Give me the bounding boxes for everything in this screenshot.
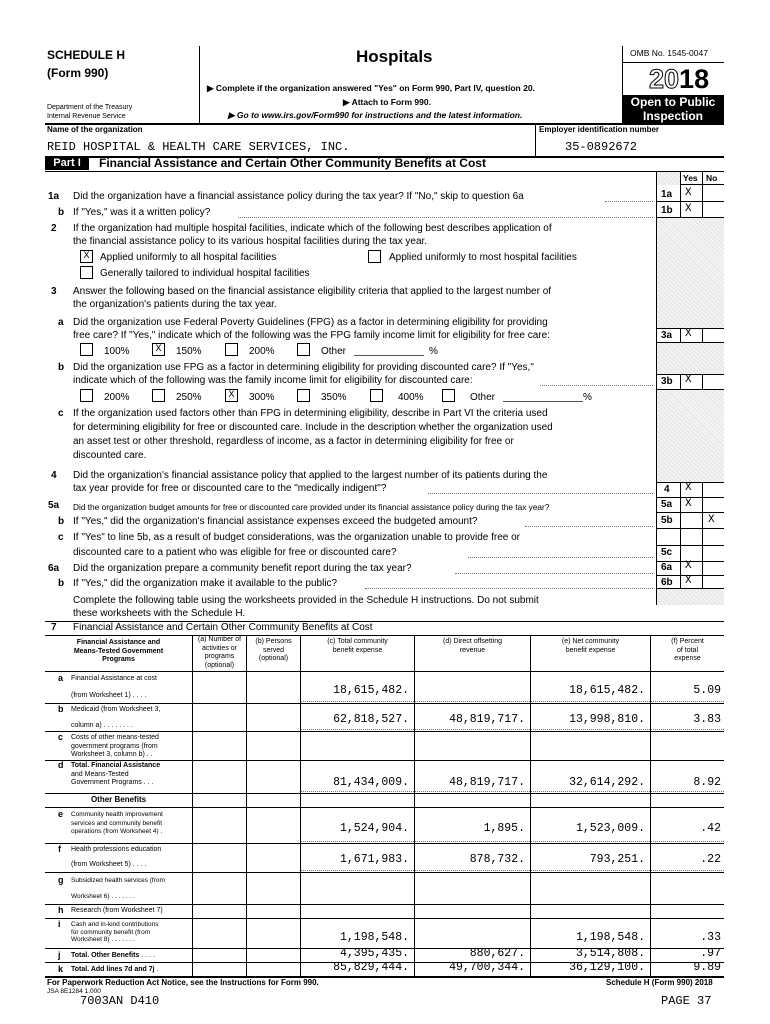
option-label: 250%	[176, 392, 202, 403]
option-label: 150%	[176, 346, 202, 357]
row-letter: b	[58, 704, 64, 714]
row-a-label: Financial Assistance at cost (from Worksheet 1) . . . .	[71, 675, 157, 699]
checkbox-3b-250[interactable]	[152, 389, 165, 402]
checkbox-3b-400[interactable]	[370, 389, 383, 402]
line-number: b	[58, 207, 65, 218]
cell-d-offsetting-revenue: 48,819,717.	[449, 776, 525, 789]
answer-1b-yes[interactable]: X	[685, 203, 692, 215]
line-number: 4	[51, 470, 57, 481]
question-6a: Did the organization prepare a community benefit report during the tax year?	[73, 563, 412, 574]
question-5c-line1: If "Yes" to line 5b, as a result of budget considerations, was the organization unable to provide free or	[73, 532, 521, 543]
option-label: 200%	[104, 392, 130, 403]
row-i-label: Cash and in-kind contributions for community benefit (from Worksheet 8) . . . . . . .	[71, 921, 159, 943]
option-label: 350%	[321, 392, 347, 403]
cell-k-net-expense: 36,129,100.	[569, 961, 645, 974]
line-number: 2	[51, 223, 57, 234]
cell-a-net-expense: 18,615,482.	[569, 684, 645, 697]
yes-header: Yes	[683, 173, 698, 183]
question-3-line2: the organization's patients during the tax year.	[73, 299, 277, 310]
cell-f-offsetting-revenue: 878,732.	[469, 853, 525, 866]
answer-label-3b: 3b	[661, 376, 673, 387]
row-letter: j	[58, 950, 61, 960]
answer-5a-yes[interactable]: X	[685, 498, 692, 510]
question-3a-line2: free care? If "Yes," indicate which of the following was the FPG family income limit for eligibility for free care:	[73, 330, 550, 341]
cell-f-percent: .22	[700, 853, 721, 866]
checkbox-applied-uniformly-most[interactable]	[368, 250, 381, 263]
question-4-line2: tax year provide for free or discounted care to the "medically indigent"?	[73, 483, 387, 494]
omb-number: OMB No. 1545-0047	[630, 48, 708, 58]
col-header-a: (a) Number of activities or programs (optional)	[197, 636, 242, 669]
other-percent-field-3a[interactable]	[354, 355, 424, 356]
question-3-line1: Answer the following based on the financial assistance eligibility criteria that applied to the largest number of	[73, 286, 552, 297]
line-number: 1a	[48, 191, 60, 202]
row-letter: g	[58, 875, 64, 885]
cell-j-percent: .97	[700, 947, 721, 960]
answer-label-5c: 5c	[661, 547, 673, 558]
question-1a: Did the organization have a financial assistance policy during the tax year? If "No," skip to question 6a	[73, 191, 524, 202]
ein-value: 35-0892672	[565, 140, 638, 154]
answer-3a-yes[interactable]: X	[685, 328, 692, 340]
cell-j-offsetting-revenue: 880,627.	[469, 947, 525, 960]
question-5b: If "Yes," did the organization's financial assistance expenses exceed the budgeted amount?	[73, 516, 478, 527]
checkbox-3b-350[interactable]	[297, 389, 310, 402]
cell-e-total-expense: 1,524,904.	[339, 822, 409, 835]
question-4-line1: Did the organization's financial assistance policy that applied to the largest number of its patients during the	[73, 470, 548, 481]
col-header-programs: Financial Assistance and Means-Tested Government Programs	[73, 639, 164, 663]
option-applied-most: Applied uniformly to most hospital facilities	[389, 252, 577, 263]
cell-a-total-expense: 18,615,482.	[333, 684, 409, 697]
row-j-label: Total. Other Benefits . . . .	[71, 952, 155, 959]
part-label: Part I	[45, 157, 89, 170]
other-percent-field-3b[interactable]	[503, 401, 583, 402]
question-3b-line1: Did the organization use FPG as a factor in determining eligibility for providing discounted care? If "Yes,"	[73, 362, 534, 373]
answer-label-3a: 3a	[661, 330, 673, 341]
answer-6b-yes[interactable]: X	[685, 575, 692, 587]
col-header-b: (b) Persons served (optional)	[255, 638, 292, 662]
answer-label-6a: 6a	[661, 562, 673, 573]
cell-f-net-expense: 793,251.	[589, 853, 645, 866]
cell-e-percent: .42	[700, 822, 721, 835]
line-number: a	[58, 317, 64, 328]
cell-d-net-expense: 32,614,292.	[569, 776, 645, 789]
question-2-line2: the financial assistance policy to its various hospital facilities during the tax year.	[73, 236, 428, 247]
row-letter: i	[58, 919, 61, 929]
form-footer-label: Schedule H (Form 990) 2018	[606, 978, 713, 987]
col-header-d: (d) Direct offsetting revenue	[442, 638, 502, 654]
cell-b-percent: 3.83	[693, 713, 721, 726]
line-number: b	[58, 362, 65, 373]
question-1b: If "Yes," was it a written policy?	[73, 207, 211, 218]
option-applied-all: Applied uniformly to all hospital facilities	[100, 252, 277, 263]
cell-k-percent: 9.89	[693, 961, 721, 974]
percent-sign: %	[583, 392, 592, 403]
question-3c-line3: an asset test or other threshold, regardless of income, as a factor in determining eligibility for free or	[73, 436, 514, 447]
answer-label-1a: 1a	[661, 189, 673, 200]
cell-i-percent: .33	[700, 931, 721, 944]
cell-b-total-expense: 62,818,527.	[333, 713, 409, 726]
answer-3b-yes[interactable]: X	[685, 374, 692, 386]
page-title: Hospitals	[356, 47, 433, 66]
question-3a-line1: Did the organization use Federal Poverty Guidelines (FPG) as a factor in determining eligibility for providing	[73, 317, 548, 328]
instruction-1: ▶ Complete if the organization answered "Yes" on Form 990, Part IV, question 20.	[207, 83, 535, 93]
checkbox-3a-100[interactable]	[80, 343, 93, 356]
row-letter: h	[58, 905, 64, 915]
question-3c-line4: discounted care.	[73, 450, 147, 461]
open-to-public-badge: Open to Public Inspection	[622, 95, 724, 123]
row-d-label: Total. Financial Assistance and Means-Tested Government Programs . . .	[71, 762, 161, 786]
cell-d-percent: 8.92	[693, 776, 721, 789]
page-number: PAGE 37	[661, 994, 712, 1008]
answer-6a-yes[interactable]: X	[685, 560, 692, 572]
row-e-label: Community health improvement services and community benefit operations (from Worksheet 4) .	[71, 811, 163, 835]
line-number: 7	[51, 622, 57, 633]
name-label: Name of the organization	[47, 125, 143, 134]
question-5a: Did the organization budget amounts for free or discounted care provided under its financial assistance policy during the tax year?	[73, 502, 550, 512]
row-letter: k	[58, 964, 64, 974]
instruction-7-line1: Complete the following table using the worksheets provided in the Schedule H instructions. Do not submit	[73, 595, 539, 606]
irs-label: Internal Revenue Service	[47, 113, 126, 120]
line-number: b	[58, 516, 65, 527]
line-number: c	[58, 532, 64, 543]
row-letter: a	[58, 673, 64, 683]
checkbox-3a-other[interactable]	[297, 343, 310, 356]
preparer-code: 7003AN D410	[80, 994, 160, 1008]
line-number: b	[58, 578, 65, 589]
question-5c-line2: discounted care to a patient who was eligible for free or discounted care?	[73, 547, 397, 558]
dept-label: Department of the Treasury	[47, 104, 133, 111]
org-name: REID HOSPITAL & HEALTH CARE SERVICES, INC.	[47, 140, 350, 154]
cell-j-net-expense: 3,514,808.	[575, 947, 645, 960]
checkbox-applied-uniformly-all[interactable]: X	[80, 250, 93, 263]
option-label: Other	[470, 392, 496, 403]
form-label: (Form 990)	[47, 66, 109, 80]
answer-label-6b: 6b	[661, 577, 673, 588]
row-letter: c	[58, 732, 64, 742]
checkbox-3b-300[interactable]: X	[225, 389, 238, 402]
schedule-label: SCHEDULE H	[47, 48, 126, 62]
instruction-3: ▶ Go to www.irs.gov/Form990 for instructions and the latest information.	[228, 110, 523, 120]
checkbox-3a-150[interactable]: X	[152, 343, 165, 356]
option-tailored: Generally tailored to individual hospital facilities	[100, 268, 310, 279]
cell-k-total-expense: 85,829,444.	[333, 961, 409, 974]
ein-label: Employer identification number	[539, 125, 660, 134]
paperwork-notice: For Paperwork Reduction Act Notice, see the Instructions for Form 990.	[47, 978, 319, 987]
jsa-code: JSA 8E1284 1.000	[47, 988, 101, 995]
row-k-label: Total. Add lines 7d and 7j .	[71, 966, 159, 973]
other-benefits-heading: Other Benefits	[90, 795, 147, 804]
row-b-label: Medicaid (from Worksheet 3, column a) . . . . . . . .	[71, 706, 161, 729]
question-2-line1: If the organization had multiple hospital facilities, indicate which of the following best describes application of	[73, 223, 552, 234]
option-label: 300%	[249, 392, 275, 403]
row-letter: f	[58, 844, 61, 854]
option-label: 400%	[398, 392, 424, 403]
col-header-f: (f) Percent of total expense	[671, 638, 704, 662]
cell-k-offsetting-revenue: 49,700,344.	[449, 961, 525, 974]
answer-4-yes[interactable]: X	[685, 482, 692, 494]
instruction-2: ▶ Attach to Form 990.	[343, 97, 431, 107]
table-title: Financial Assistance and Certain Other Community Benefits at Cost	[73, 622, 373, 633]
col-header-c: (c) Total community benefit expense	[327, 638, 388, 654]
cell-b-offsetting-revenue: 48,819,717.	[449, 713, 525, 726]
option-label: 200%	[249, 346, 275, 357]
row-letter: d	[58, 760, 64, 770]
cell-j-total-expense: 4,395,435.	[339, 947, 409, 960]
line-number: c	[58, 408, 64, 419]
question-3c-line2: for determining eligibility for free or discounted care. Include in the description whether the organization used	[73, 422, 553, 433]
cell-e-offsetting-revenue: 1,895.	[483, 822, 525, 835]
answer-label-1b: 1b	[661, 205, 673, 216]
col-header-e: (e) Net community benefit expense	[561, 638, 620, 654]
line-number: 5a	[48, 500, 60, 511]
option-label: Other	[321, 346, 347, 357]
cell-e-net-expense: 1,523,009.	[575, 822, 645, 835]
answer-label-5a: 5a	[661, 499, 673, 510]
row-g-label: Subsidized health services (from Worksheet 6) . . . . . . .	[71, 877, 165, 900]
tax-year: 2018	[649, 64, 710, 94]
question-3b-line2: indicate which of the following was the family income limit for eligibility for discounted care:	[73, 375, 473, 386]
cell-i-total-expense: 1,198,548.	[339, 931, 409, 944]
cell-d-total-expense: 81,434,009.	[333, 776, 409, 789]
percent-sign: %	[429, 346, 438, 357]
cell-f-total-expense: 1,671,983.	[339, 853, 409, 866]
option-label: 100%	[104, 346, 130, 357]
cell-a-percent: 5.09	[693, 684, 721, 697]
answer-label-5b: 5b	[661, 515, 673, 526]
checkbox-generally-tailored[interactable]	[80, 266, 93, 279]
checkbox-3a-200[interactable]	[225, 343, 238, 356]
row-h-label: Research (from Worksheet 7)	[71, 907, 163, 914]
question-6b: If "Yes," did the organization make it available to the public?	[73, 578, 338, 589]
row-letter: e	[58, 809, 64, 819]
checkbox-3b-other[interactable]	[442, 389, 455, 402]
answer-5b-no[interactable]: X	[708, 514, 715, 526]
part-title: Financial Assistance and Certain Other Community Benefits at Cost	[99, 156, 486, 170]
cell-i-net-expense: 1,198,548.	[575, 931, 645, 944]
line-number: 6a	[48, 563, 60, 574]
row-f-label: Health professions education (from Worksheet 5) . . . .	[71, 846, 162, 868]
row-c-label: Costs of other means-tested government programs (from Worksheet 3, column b) . .	[71, 734, 159, 758]
line-number: 3	[51, 286, 57, 297]
no-header: No	[706, 173, 718, 183]
checkbox-3b-200[interactable]	[80, 389, 93, 402]
instruction-7-line2: these worksheets with the Schedule H.	[73, 608, 246, 619]
answer-label-4: 4	[664, 484, 670, 495]
question-3c-line1: If the organization used factors other than FPG in determining eligibility, describe in Part VI the criteria used	[73, 408, 548, 419]
answer-1a-yes[interactable]: X	[685, 187, 692, 199]
cell-b-net-expense: 13,998,810.	[569, 713, 645, 726]
